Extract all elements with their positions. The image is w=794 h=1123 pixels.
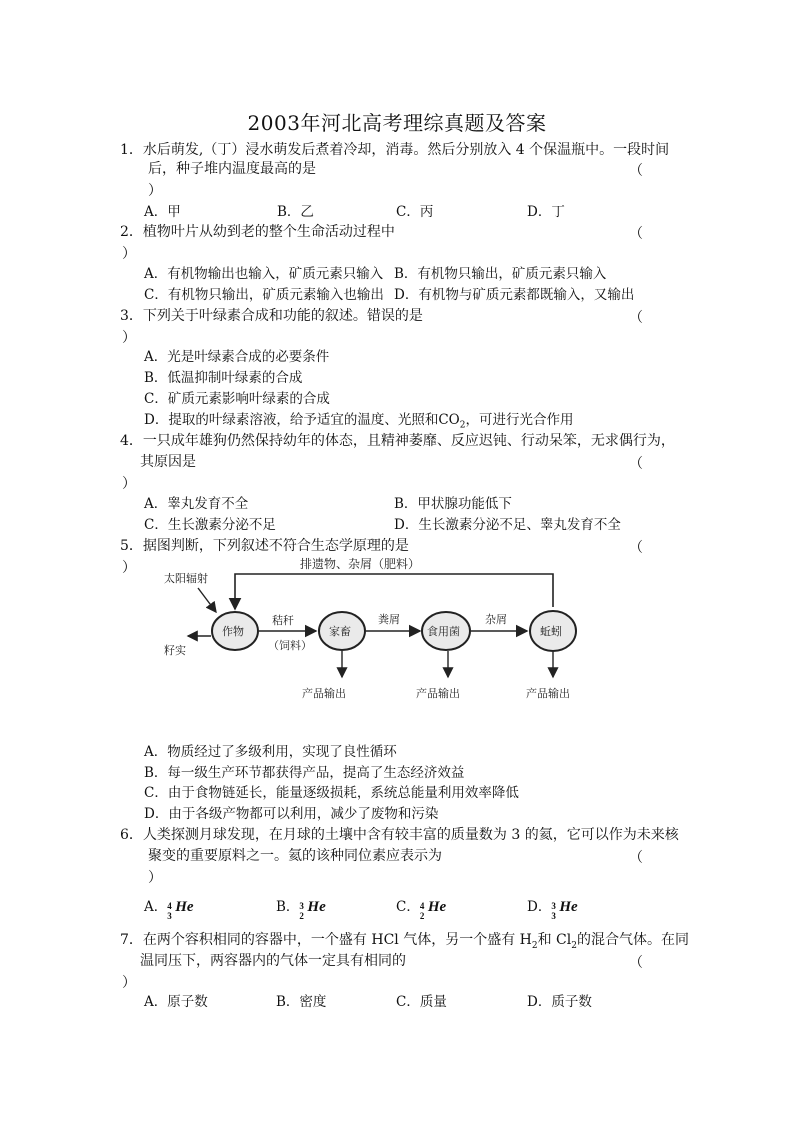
q7-option-c: C．质量 [396, 994, 447, 1010]
q6-paren-open: （ [629, 850, 643, 866]
sun-arrow [198, 588, 216, 612]
q1-option-b: B．乙 [277, 204, 314, 220]
q3-option-a: A．光是叶绿素合成的必要条件 [144, 349, 330, 365]
q4-option-c: C．生长激素分泌不足 [144, 517, 276, 533]
node-earthworm-label: 蚯蚓 [540, 625, 562, 638]
q6-option-a-label: A． [144, 899, 168, 915]
q4-paren-close: ） [122, 476, 136, 492]
diagram-label-sun: 太阳辐射 [164, 572, 208, 585]
q3-paren-close: ） [122, 330, 136, 346]
q4-stem-line1: 4．一只成年雄狗仍然保持幼年的体态，且精神萎靡、反应迟钝、行动呆笨，无求偶行为， [120, 433, 675, 449]
diagram-label-misc: 杂屑 [485, 613, 507, 626]
q5-option-b: B．每一级生产环节都获得产品，提高了生态经济效益 [144, 765, 465, 781]
q6-option-b-symbol: He [307, 899, 326, 915]
q6-option-d-label: D． [527, 899, 552, 915]
ecosystem-diagram [160, 552, 610, 712]
q1-option-c: C．丙 [396, 204, 434, 220]
q6-stem-line1: 6．人类探测月球发现，在月球的土壤中含有较丰富的质量数为 3 的氦，它可以作为未来核 [120, 827, 679, 843]
q6-option-c-mass: 4 [419, 900, 425, 911]
q6-option-a [144, 898, 194, 921]
q6-option-d-symbol: He [559, 899, 578, 915]
q5-paren-close: ） [122, 560, 136, 576]
q7-stem-post: 的混合气体。在同 [576, 932, 689, 948]
q6-option-a-symbol: He [175, 899, 194, 915]
q6-option-c-atomic: 2 [419, 910, 425, 921]
q5-option-c: C．由于食物链延长，能量逐级损耗，系统总能量利用效率降低 [144, 785, 519, 801]
q6-option-c-symbol: He [427, 899, 447, 915]
diagram-label-dung: 粪屑 [378, 613, 400, 626]
q7-option-a: A．原子数 [144, 994, 208, 1010]
q5-paren-open: （ [629, 540, 643, 556]
q2-paren-close: ） [122, 246, 136, 262]
q3-option-d-pre: D．提取的叶绿素溶液，给予适宜的温度、光照和 [144, 412, 439, 428]
q7-stem-line2: 温同压下，两容器内的气体一定具有相同的 [140, 953, 406, 969]
diagram-label-out2: 产品输出 [416, 687, 460, 700]
q2-option-a: A．有机物输出也输入，矿质元素只输入 [144, 266, 384, 282]
q5-option-a: A．物质经过了多级利用，实现了良性循环 [144, 744, 397, 760]
q2-option-c: C．有机物只输出，矿质元素输入也输出 [144, 287, 384, 303]
q3-option-d-co: CO [438, 412, 460, 428]
q7-paren-open: （ [629, 955, 643, 971]
q6-option-d [527, 898, 578, 921]
page-title: 2003年河北高考理综真题及答案 [247, 111, 547, 135]
q7-stem-sub2: 2 [571, 940, 577, 951]
q1-stem-line2: 后，种子堆内温度最高的是 [148, 161, 316, 177]
q4-paren-open: （ [629, 456, 643, 472]
q6-option-d-atomic: 3 [551, 910, 556, 921]
diagram-label-feed: （饲料） [268, 639, 312, 652]
diagram-label-top: 排遗物、杂屑（肥料） [300, 557, 421, 571]
diagram-label-out1: 产品输出 [302, 687, 346, 700]
q6-option-b-mass: 3 [299, 900, 304, 911]
q7-stem-sub1: 2 [531, 940, 538, 951]
q3-option-b: B．低温抑制叶绿素的合成 [144, 370, 303, 386]
q4-stem-line2: 其原因是 [140, 454, 196, 470]
q4-option-d: D．生长激素分泌不足、睾丸发育不全 [394, 517, 621, 533]
q6-option-d-mass: 3 [551, 900, 556, 911]
node-livestock-label: 家畜 [329, 625, 351, 638]
q1-stem-line1: 1．水后萌发,（丁）浸水萌发后煮着冷却，消毒。然后分别放入 4 个保温瓶中。一段时间 [120, 142, 670, 158]
q1-option-a: A．甲 [144, 204, 181, 220]
q3-option-d-sub: 2 [459, 420, 466, 431]
q3-option-d-post: ，可进行光合作用 [465, 412, 574, 428]
q6-option-b-label: B． [276, 899, 300, 915]
q6-option-c [396, 898, 447, 921]
q1-paren-open: （ [629, 163, 643, 179]
q5-stem: 5．据图判断，下列叙述不符合生态学原理的是 [120, 538, 409, 554]
q6-option-b-atomic: 2 [299, 910, 304, 921]
q3-stem: 3．下列关于叶绿素合成和功能的叙述。错误的是 [120, 308, 423, 324]
q1-option-d: D．丁 [527, 204, 565, 220]
recycle-loop-line [235, 574, 553, 609]
q6-option-b [276, 898, 326, 921]
q1-paren-close: ） [148, 183, 162, 199]
q6-option-c-label: C． [396, 899, 420, 915]
q6-stem-line2: 聚变的重要原料之一。氦的该种同位素应表示为 [148, 848, 442, 864]
diagram-label-out3: 产品输出 [526, 687, 570, 700]
q2-option-d: D．有机物与矿质元素都既输入，又输出 [394, 287, 635, 303]
q6-option-a-atomic: 3 [167, 910, 172, 921]
q7-stem-mid: 和 Cl [537, 932, 572, 948]
q6-option-a-mass: 4 [167, 900, 172, 911]
q7-stem-pre: 7．在两个容积相同的容器中，一个盛有 HCl 气体，另一个盛有 H [120, 932, 532, 948]
q2-option-b: B．有机物只输出，矿质元素只输入 [394, 266, 607, 282]
node-mushroom-label: 食用菌 [427, 625, 460, 638]
node-crop-label: 作物 [222, 625, 244, 638]
q4-option-a: A．睾丸发育不全 [144, 496, 249, 512]
q3-option-c: C．矿质元素影响叶绿素的合成 [144, 391, 330, 407]
q7-option-d: D．质子数 [527, 994, 592, 1010]
q2-stem: 2．植物叶片从幼到老的整个生命活动过程中 [120, 224, 395, 240]
diagram-label-straw: 秸秆 [272, 614, 294, 627]
q7-paren-close: ） [122, 975, 136, 991]
q3-paren-open: （ [629, 310, 643, 326]
q2-paren-open: （ [629, 226, 643, 242]
q4-option-b: B．甲状腺功能低下 [394, 496, 512, 512]
q7-option-b: B．密度 [276, 994, 327, 1010]
diagram-label-fruit: 籽实 [164, 644, 186, 657]
q6-paren-close: ） [148, 870, 162, 886]
q5-option-d: D．由于各级产物都可以利用，减少了废物和污染 [144, 806, 439, 822]
